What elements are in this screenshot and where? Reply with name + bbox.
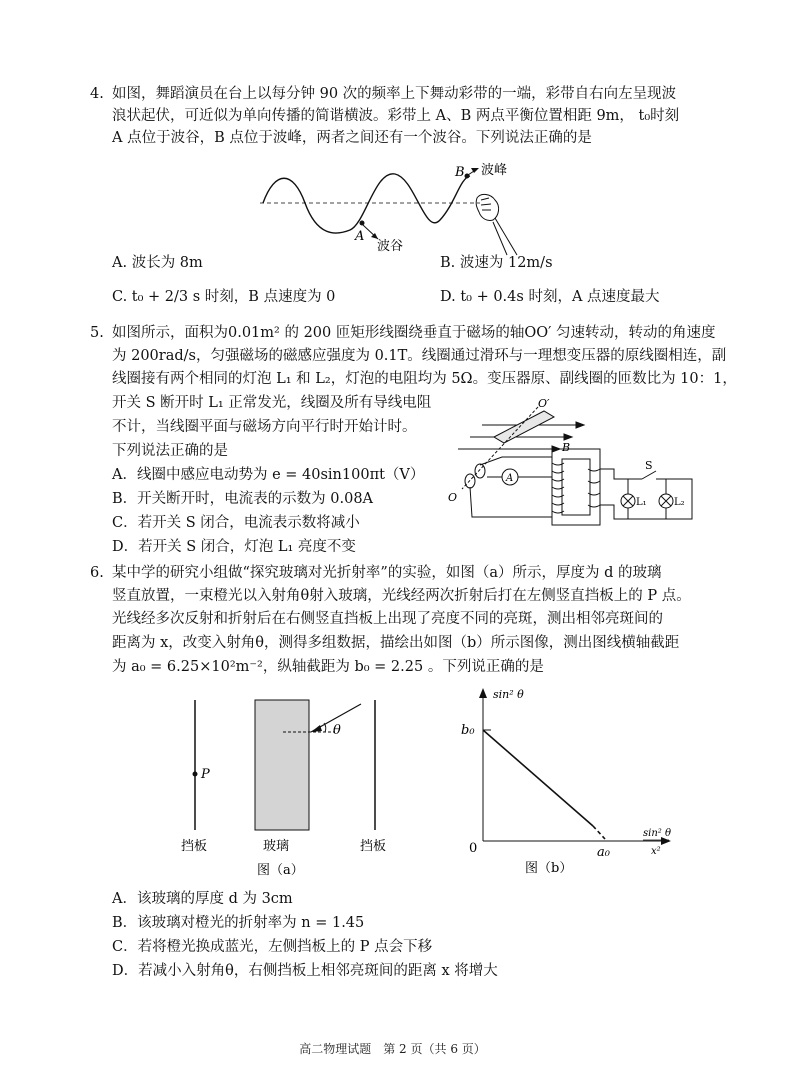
q6-line-5: 为 a₀ = 6.25×10²m⁻²，纵轴截距为 b₀ = 2.25 。下列说正确的是 [112,659,544,675]
caption-b: 图（b） [525,861,573,876]
point-a-dot [360,221,365,226]
label-a: A [355,229,365,244]
q6-line-3: 光线经多次反射和折射后在右侧竖直挡板上出现了亮度不同的亮斑，测出相邻亮斑间的 [112,611,663,627]
label-left-baffle: 挡板 [181,839,208,854]
label-l2: L₂ [674,497,685,508]
q4-option-b: B. 波速为 12m/s [440,255,553,271]
label-y-axis: sin² θ [493,688,524,701]
q5-line-2: 为 200rad/s，匀强磁场的磁感应强度为 0.1T。线圈通过滑环与一理想变压器的原线圈相连，副 [112,348,727,364]
q6-line-4: 距离为 x，改变入射角θ，测得多组数据，描绘出如图（b）所示图像，测出图线横轴截距 [112,635,680,651]
q5-option-d: D．若开关 S 闭合，灯泡 L₁ 亮度不变 [112,539,356,555]
transformer-coils [552,463,600,513]
q6-option-d: D．若减小入射角θ，右侧挡板上相邻亮斑间的距离 x 将增大 [112,963,498,979]
page-footer: 高二物理试题 第 2 页（共 6 页） [299,1042,486,1056]
q4-option-a: A. 波长为 8m [112,255,203,271]
transformer-core [552,449,600,525]
label-o: O [448,491,458,504]
q6-number: 6. [90,565,104,581]
label-x-denominator: x² [651,846,661,857]
q5-line-5: 不计，当线圈平面与磁场方向平行时开始计时。 [112,419,417,435]
q5-circuit-figure [442,397,702,537]
label-right-baffle: 挡板 [360,839,387,854]
q5-number: 5. [90,325,104,341]
q6-option-a: A．该玻璃的厚度 d 为 3cm [112,891,293,907]
q6-option-b: B．该玻璃对橙光的折射率为 n = 1.45 [112,915,365,931]
label-ammeter: A [506,473,514,484]
label-o-prime: O′ [538,397,550,410]
label-b0: b₀ [461,723,475,738]
q5-option-a: A．线圈中感应电动势为 e = 40sin100πt（V） [112,467,425,483]
q4-option-d: D. t₀ + 0.4s 时刻，A 点速度最大 [440,289,660,305]
label-crest: 波峰 [481,163,508,178]
q6-figure-a [175,690,405,880]
q4-wave-figure [255,160,530,260]
q4-number: 4. [90,86,104,102]
q6-line-1: 某中学的研究小组做“探究玻璃对光折射率”的实验，如图（a）所示，厚度为 d 的玻璃 [112,565,662,581]
switch-s [642,471,656,479]
caption-a: 图（a） [257,863,304,878]
q4-option-c: C. t₀ + 2/3 s 时刻，B 点速度为 0 [112,289,336,305]
q4-line-2: 浪状起伏，可近似为单向传播的简谐横波。彩带上 A、B 两点平衡位置相距 9m， t₀时刻 [112,108,680,124]
q4-line-3: A 点位于波谷，B 点位于波峰，两者之间还有一个波谷。下列说法正确的是 [112,130,592,146]
label-x-numerator: sin² θ [643,828,671,839]
q5-line-1: 如图所示，面积为0.01m² 的 200 匝矩形线圈绕垂直于磁场的轴OO′ 匀速转动，转动的角速度 [112,325,716,341]
q6-line-2: 竖直放置，一束橙光以入射角θ射入玻璃，光线经两次折射后打在左侧竖直挡板上的 P 点。 [112,588,691,604]
coil [494,411,554,443]
q4-line-1: 如图，舞蹈演员在台上以每分钟 90 次的频率上下舞动彩带的一端，彩带自右向左呈现波 [112,86,677,102]
label-b-field: B [562,441,571,454]
q5-line-3: 线圈接有两个相同的灯泡 L₁ 和 L₂，灯泡的电阻均为 5Ω。变压器原、副线圈的匝数比为 10：1， [112,371,737,387]
label-origin: 0 [469,841,478,856]
q6-figure-b [455,686,685,881]
label-theta: θ [333,723,341,738]
q6-option-c: C．若将橙光换成蓝光，左侧挡板上的 P 点会下移 [112,939,433,955]
q5-option-c: C．若开关 S 闭合，电流表示数将减小 [112,515,360,531]
q5-line-6: 下列说法正确的是 [112,443,228,459]
q5-line-4: 开关 S 断开时 L₁ 正常发光，线圈及所有导线电阻 [112,395,432,411]
label-p: P [201,767,210,782]
label-trough: 波谷 [377,239,404,254]
graph-line [483,730,593,826]
point-p-dot [193,772,198,777]
hand-icon [476,194,517,255]
label-s: S [645,459,653,472]
label-l1: L₁ [636,497,647,508]
label-b: B [455,165,465,180]
label-glass: 玻璃 [263,839,290,854]
label-a0: a₀ [597,845,610,860]
glass-block [255,700,309,830]
q5-option-b: B．开关断开时，电流表的示数为 0.08A [112,491,374,507]
